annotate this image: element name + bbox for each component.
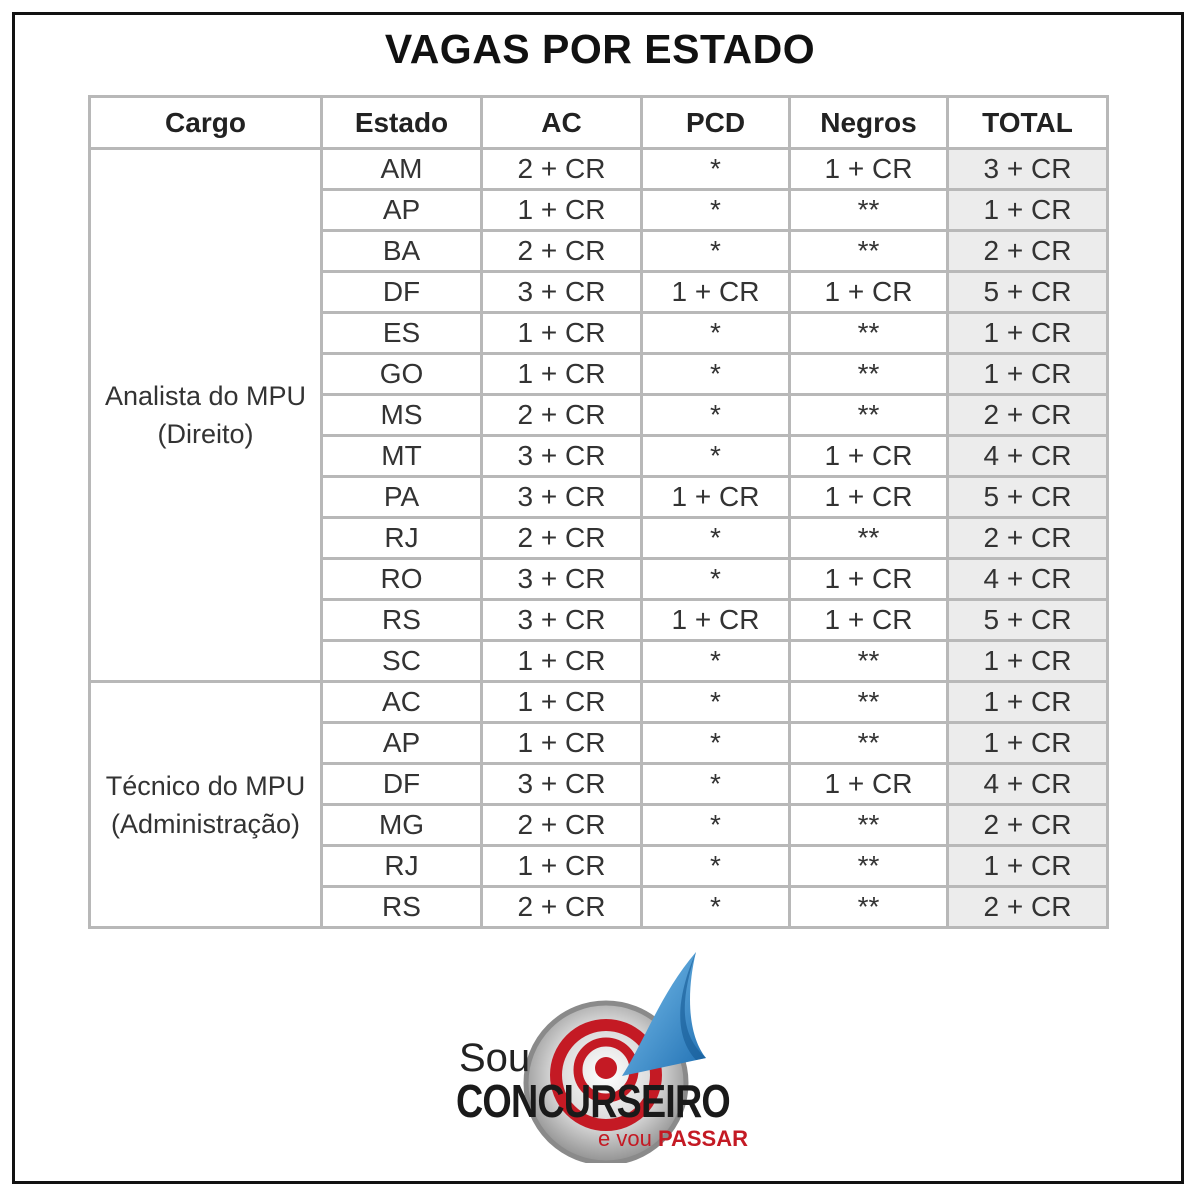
- cell-pcd: *: [642, 805, 790, 846]
- cargo-line-2: (Direito): [157, 419, 254, 449]
- cell-estado: ES: [322, 313, 482, 354]
- cell-negros: **: [790, 846, 948, 887]
- header-total: TOTAL: [948, 97, 1108, 149]
- cell-ac: 1 + CR: [482, 354, 642, 395]
- cell-negros: **: [790, 723, 948, 764]
- cell-total: 2 + CR: [948, 395, 1108, 436]
- cell-total: 1 + CR: [948, 354, 1108, 395]
- cargo-line-2: (Administração): [110, 808, 301, 839]
- table-body: [90, 149, 1108, 928]
- cell-ac: 3 + CR: [482, 477, 642, 518]
- cell-negros: **: [790, 805, 948, 846]
- cell-total: 5 + CR: [948, 272, 1108, 313]
- cell-ac: 1 + CR: [482, 723, 642, 764]
- cargo-line-1: Analista do MPU: [104, 381, 307, 411]
- cell-ac: 3 + CR: [482, 559, 642, 600]
- cell-total: 4 + CR: [948, 436, 1108, 477]
- cargo-line-1: Técnico do MPU: [105, 770, 306, 801]
- cell-total: 5 + CR: [948, 600, 1108, 641]
- cell-estado: DF: [322, 764, 482, 805]
- cell-estado: AC: [322, 682, 482, 723]
- cell-total: 2 + CR: [948, 887, 1108, 928]
- header-cargo: Cargo: [90, 97, 322, 149]
- cell-estado: DF: [322, 272, 482, 313]
- cell-total: 1 + CR: [948, 313, 1108, 354]
- vacancies-table: [88, 95, 1109, 929]
- cell-negros: **: [790, 682, 948, 723]
- cell-estado: RJ: [322, 846, 482, 887]
- cell-pcd: *: [642, 641, 790, 682]
- cell-estado: MG: [322, 805, 482, 846]
- page-title: VAGAS POR ESTADO: [384, 26, 816, 72]
- cell-negros: **: [790, 190, 948, 231]
- cell-total: 4 + CR: [948, 764, 1108, 805]
- cell-cargo: [90, 149, 322, 682]
- cell-ac: 1 + CR: [482, 846, 642, 887]
- cell-negros: 1 + CR: [790, 764, 948, 805]
- cell-estado: GO: [322, 354, 482, 395]
- cell-negros: 1 + CR: [790, 272, 948, 313]
- table-header-row: [90, 97, 1108, 149]
- cell-ac: 2 + CR: [482, 518, 642, 559]
- cell-negros: **: [790, 887, 948, 928]
- cell-pcd: 1 + CR: [642, 272, 790, 313]
- cell-pcd: *: [642, 846, 790, 887]
- cell-negros: **: [790, 231, 948, 272]
- cell-pcd: *: [642, 518, 790, 559]
- cell-total: 2 + CR: [948, 805, 1108, 846]
- cell-estado: RJ: [322, 518, 482, 559]
- cell-pcd: *: [642, 395, 790, 436]
- cell-estado: AM: [322, 149, 482, 190]
- cell-pcd: *: [642, 354, 790, 395]
- cell-ac: 3 + CR: [482, 436, 642, 477]
- cell-total: 1 + CR: [948, 682, 1108, 723]
- cell-pcd: *: [642, 723, 790, 764]
- cell-estado: BA: [322, 231, 482, 272]
- cell-pcd: *: [642, 190, 790, 231]
- logo-text-concurseiro: CONCURSEIRO: [456, 1075, 730, 1127]
- cell-ac: 3 + CR: [482, 272, 642, 313]
- cell-ac: 1 + CR: [482, 641, 642, 682]
- cell-ac: 3 + CR: [482, 600, 642, 641]
- cell-negros: 1 + CR: [790, 559, 948, 600]
- logo-text-passar: PASSAR: [657, 1126, 748, 1151]
- header-negros: Negros: [790, 97, 948, 149]
- cell-ac: 2 + CR: [482, 149, 642, 190]
- cell-cargo: [90, 682, 322, 928]
- cell-pcd: *: [642, 149, 790, 190]
- cell-ac: 2 + CR: [482, 231, 642, 272]
- table-row: [90, 682, 1108, 723]
- cell-negros: 1 + CR: [790, 477, 948, 518]
- logo-text-tagline: [598, 1126, 748, 1152]
- header-ac: AC: [482, 97, 642, 149]
- header-estado: Estado: [322, 97, 482, 149]
- cell-total: 4 + CR: [948, 559, 1108, 600]
- cell-pcd: *: [642, 231, 790, 272]
- table-row: [90, 149, 1108, 190]
- cell-negros: **: [790, 354, 948, 395]
- cell-negros: **: [790, 518, 948, 559]
- cell-pcd: *: [642, 313, 790, 354]
- cell-total: 3 + CR: [948, 149, 1108, 190]
- cell-negros: **: [790, 641, 948, 682]
- logo-text-e-vou: e vou: [598, 1126, 658, 1151]
- cell-ac: 1 + CR: [482, 190, 642, 231]
- cell-estado: AP: [322, 190, 482, 231]
- cell-ac: 2 + CR: [482, 887, 642, 928]
- cell-negros: 1 + CR: [790, 600, 948, 641]
- header-pcd: PCD: [642, 97, 790, 149]
- cell-negros: 1 + CR: [790, 436, 948, 477]
- cell-pcd: 1 + CR: [642, 600, 790, 641]
- cell-estado: AP: [322, 723, 482, 764]
- cell-estado: MS: [322, 395, 482, 436]
- cell-total: 1 + CR: [948, 190, 1108, 231]
- cell-total: 2 + CR: [948, 231, 1108, 272]
- cell-pcd: 1 + CR: [642, 477, 790, 518]
- cell-ac: 1 + CR: [482, 682, 642, 723]
- cell-total: 1 + CR: [948, 846, 1108, 887]
- cell-estado: RS: [322, 600, 482, 641]
- cell-negros: **: [790, 395, 948, 436]
- cell-total: 2 + CR: [948, 518, 1108, 559]
- cell-estado: PA: [322, 477, 482, 518]
- cell-negros: 1 + CR: [790, 149, 948, 190]
- cell-total: 1 + CR: [948, 723, 1108, 764]
- cell-negros: **: [790, 313, 948, 354]
- cell-pcd: *: [642, 887, 790, 928]
- logo-text-sou: Sou: [459, 1036, 531, 1080]
- cell-ac: 3 + CR: [482, 764, 642, 805]
- cell-pcd: *: [642, 559, 790, 600]
- cell-ac: 1 + CR: [482, 313, 642, 354]
- cell-estado: RO: [322, 559, 482, 600]
- cell-pcd: *: [642, 682, 790, 723]
- cell-estado: SC: [322, 641, 482, 682]
- cell-ac: 2 + CR: [482, 395, 642, 436]
- cell-pcd: *: [642, 764, 790, 805]
- sou-concurseiro-logo: [456, 948, 756, 1163]
- cell-total: 5 + CR: [948, 477, 1108, 518]
- cell-estado: MT: [322, 436, 482, 477]
- cell-total: 1 + CR: [948, 641, 1108, 682]
- cell-estado: RS: [322, 887, 482, 928]
- cell-pcd: *: [642, 436, 790, 477]
- cell-ac: 2 + CR: [482, 805, 642, 846]
